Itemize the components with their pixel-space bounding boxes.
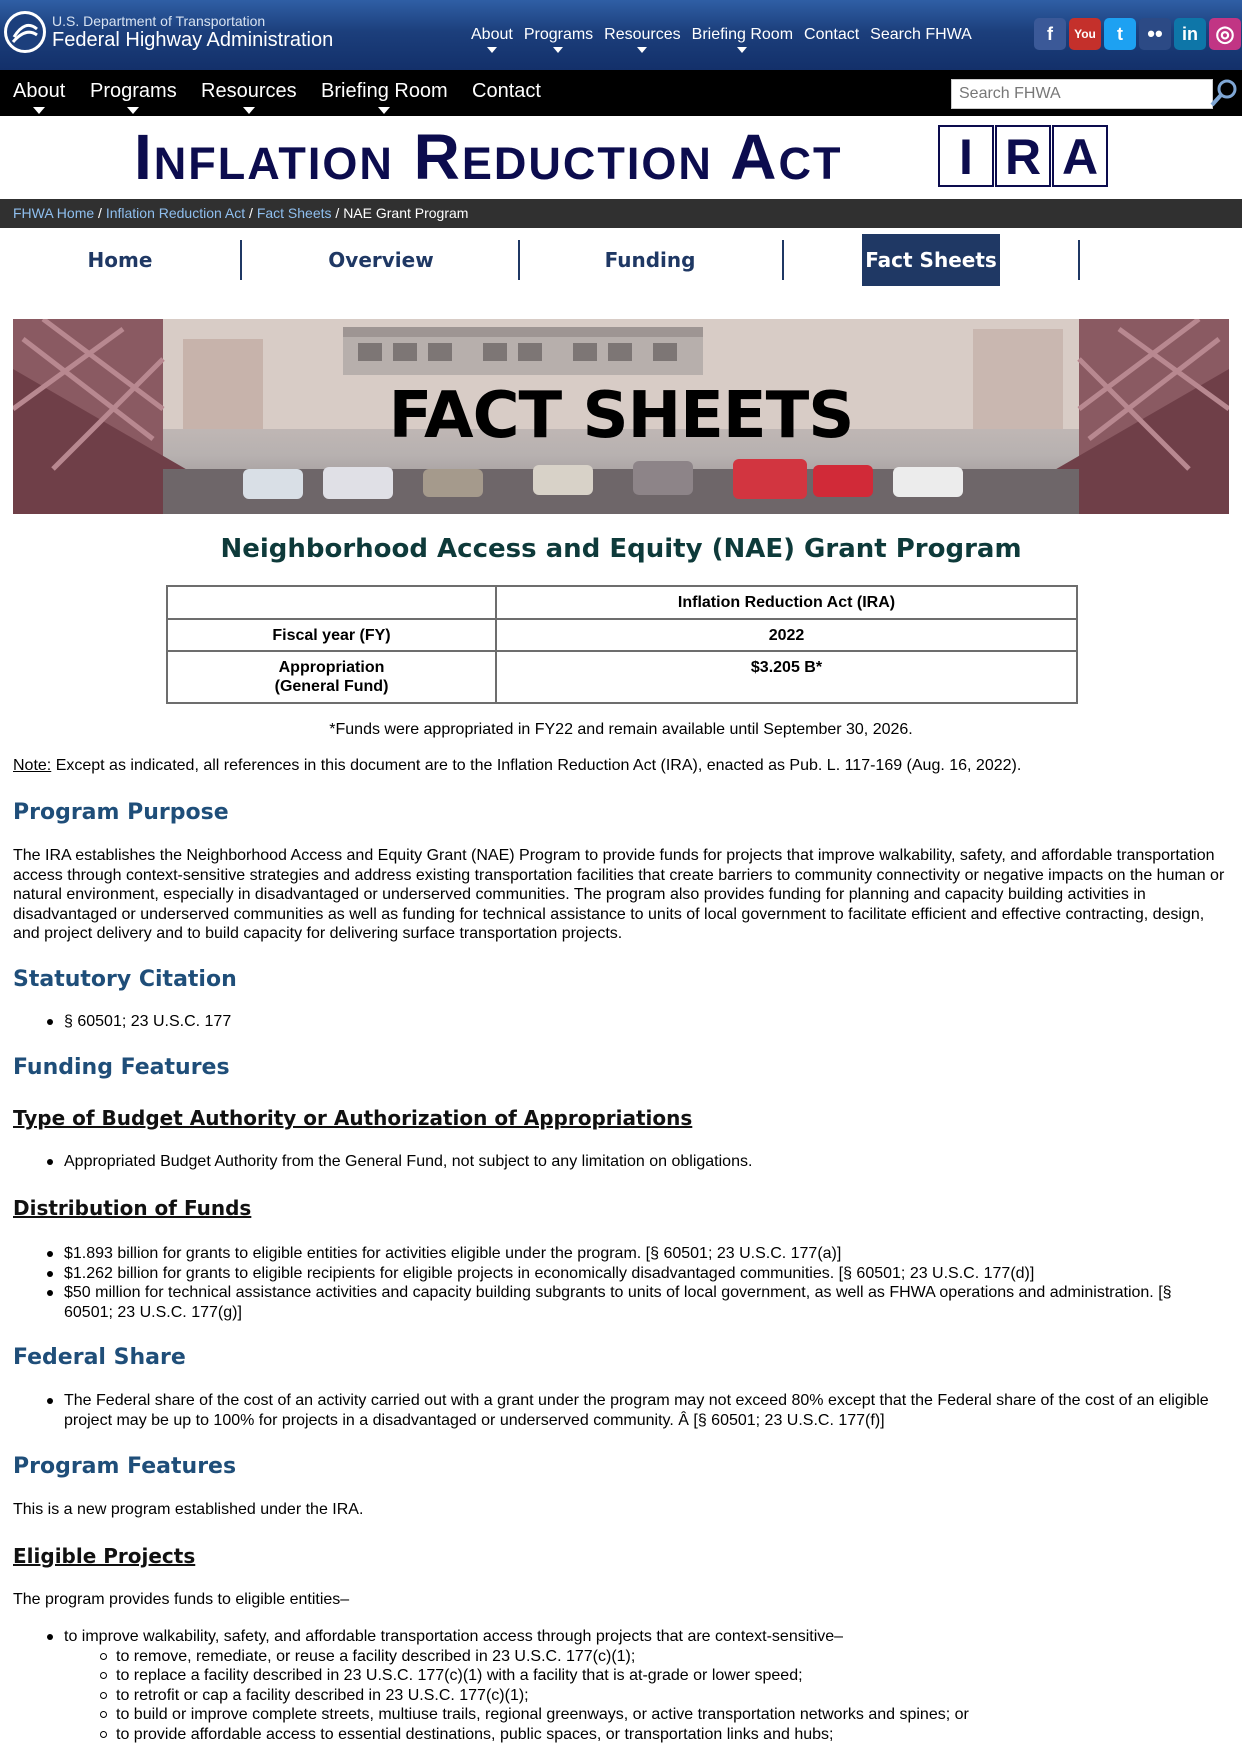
- funding-table: [166, 585, 1078, 704]
- sub-list-item: to provide affordable access to essential destinations, public spaces, or transportation links and hubs;: [116, 1725, 1224, 1745]
- dot-logo-icon[interactable]: [4, 11, 46, 53]
- social-links: [1034, 18, 1242, 50]
- tab-divider: [1078, 240, 1080, 280]
- tab-fact-sheets[interactable]: Fact Sheets: [862, 234, 1000, 286]
- table-header-cell: Inflation Reduction Act (IRA): [496, 586, 1077, 619]
- main-nav: [0, 70, 1242, 116]
- sub-list-item: to replace a facility described in 23 U.S.C. 177(c)(1) with a facility that is at-grade or lower speed;: [116, 1666, 1224, 1686]
- breadcrumb-link-fhwa-home[interactable]: FHWA Home: [13, 205, 95, 221]
- ira-logo-letter: R: [995, 125, 1051, 187]
- table-header-cell: [167, 586, 496, 619]
- eligible-sublist: [116, 1647, 1224, 1745]
- table-row: [167, 619, 1077, 651]
- section-heading-statutory-citation: Statutory Citation: [13, 967, 237, 992]
- list-item: Appropriated Budget Authority from the General Fund, not subject to any limitation on obligations.: [64, 1152, 1224, 1172]
- main-nav-programs[interactable]: Programs: [90, 80, 177, 103]
- eligible-list: [64, 1627, 1224, 1744]
- section-heading-program-features: Program Features: [13, 1454, 237, 1479]
- banner-nav-contact[interactable]: Contact: [804, 26, 860, 43]
- tab-divider: [240, 240, 242, 280]
- main-nav-contact[interactable]: Contact: [472, 80, 541, 102]
- program-features-text: This is a new program established under the IRA.: [13, 1501, 364, 1518]
- banner-nav: [471, 26, 983, 44]
- sub-list-item: to build or improve complete streets, multiuse trails, regional greenways, or active transportation networks and spines; or: [116, 1705, 1224, 1725]
- list-item: $1.262 billion for grants to eligible recipients for eligible projects in economically disadvantaged communities. [§ 60501; 23 U.S.C. 177(d)]: [64, 1264, 1224, 1284]
- facebook-icon[interactable]: f: [1034, 18, 1066, 50]
- chevron-down-icon: [637, 47, 647, 53]
- program-title: Neighborhood Access and Equity (NAE) Grant Program: [220, 534, 1022, 564]
- banner-nav-programs[interactable]: Programs: [524, 26, 593, 44]
- table-cell: Fiscal year (FY): [167, 619, 496, 651]
- breadcrumb: [0, 199, 1242, 228]
- list-item: § 60501; 23 U.S.C. 177: [64, 1012, 1224, 1032]
- subheading-distribution-of-funds: Distribution of Funds: [13, 1196, 252, 1220]
- subheading-eligible-projects: Eligible Projects: [13, 1544, 196, 1568]
- search-icon[interactable]: [1209, 77, 1239, 109]
- banner-nav-briefing-room[interactable]: Briefing Room: [692, 26, 793, 44]
- tab-overview[interactable]: Overview: [328, 248, 434, 272]
- chevron-down-icon: [127, 107, 139, 114]
- eligible-item-text: to improve walkability, safety, and affordable transportation access through projects that are context-sensitive–: [64, 1628, 844, 1645]
- table-row: [167, 651, 1077, 703]
- list-item: $1.893 billion for grants to eligible entities for activities eligible under the program. [§ 60501; 23 U.S.C. 177(a)]: [64, 1244, 1224, 1264]
- main-nav-about[interactable]: About: [13, 80, 65, 103]
- breadcrumb-separator: /: [98, 205, 102, 221]
- ira-logo-letter: I: [938, 125, 994, 187]
- breadcrumb-current: NAE Grant Program: [343, 205, 469, 221]
- hero-title: FACT SHEETS: [388, 379, 854, 453]
- flickr-icon[interactable]: ••: [1139, 18, 1171, 50]
- table-cell: $3.205 B*: [496, 651, 1077, 703]
- hero-banner: [13, 319, 1229, 514]
- table-header-row: [167, 586, 1077, 619]
- instagram-icon[interactable]: ◎: [1209, 18, 1241, 50]
- breadcrumb-link-fact-sheets[interactable]: Fact Sheets: [256, 205, 332, 221]
- top-banner: [0, 0, 1242, 70]
- breadcrumb-separator: /: [249, 205, 253, 221]
- chevron-down-icon: [243, 107, 255, 114]
- tab-funding[interactable]: Funding: [604, 248, 696, 272]
- agency-parent-name[interactable]: U.S. Department of Transportation: [52, 13, 266, 29]
- ira-title: Inflation Reduction Act: [134, 121, 843, 193]
- funding-footnote: *Funds were appropriated in FY22 and remain available until September 30, 2026.: [329, 721, 913, 738]
- citation-list: [64, 1012, 1224, 1032]
- list-item: $50 million for technical assistance activities and capacity building subgrants to units of local government, as well as FHWA operations and administration. [§ 60501; 23 U.S.C. 177(g)]: [64, 1283, 1224, 1322]
- program-purpose-text: The IRA establishes the Neighborhood Access and Equity Grant (NAE) Program to provide funds for projects that improve walkability, safety, and affordable transportation access through context-sensitive strategies and address existing transportation facilities that create barriers to community connectivity or negative impacts on the human or natural environment, especially in disadvantaged or underserved communities. The program also provides funding for planning and capacity building activities in disadvantaged or underserved communities as well as funding for technical assistance to units of local government to facilitate efficient and effective contracting, design, and project delivery and to build capacity for delivering surface transportation projects.: [13, 847, 1225, 942]
- tab-divider: [518, 240, 520, 280]
- distribution-list: [64, 1244, 1224, 1322]
- table-cell: Appropriation (General Fund): [167, 651, 496, 703]
- banner-nav-search[interactable]: Search FHWA: [870, 26, 972, 43]
- youtube-icon[interactable]: You: [1069, 18, 1101, 50]
- chevron-down-icon: [487, 47, 497, 53]
- ira-logo-letter: A: [1052, 125, 1108, 187]
- chevron-down-icon: [33, 107, 45, 114]
- twitter-icon[interactable]: t: [1104, 18, 1136, 50]
- chevron-down-icon: [737, 47, 747, 53]
- eligible-intro-text: The program provides funds to eligible entities–: [13, 1591, 350, 1608]
- tab-home[interactable]: Home: [87, 248, 153, 272]
- search-input[interactable]: [951, 79, 1213, 109]
- note: [13, 757, 1021, 775]
- section-heading-funding-features: Funding Features: [13, 1055, 230, 1080]
- breadcrumb-separator: /: [335, 205, 340, 221]
- sub-list-item: to remove, remediate, or reuse a facility described in 23 U.S.C. 177(c)(1);: [116, 1647, 1224, 1667]
- banner-nav-resources[interactable]: Resources: [604, 26, 680, 44]
- section-heading-program-purpose: Program Purpose: [13, 800, 229, 825]
- agency-name[interactable]: Federal Highway Administration: [52, 29, 334, 51]
- banner-nav-about[interactable]: About: [471, 26, 513, 44]
- main-nav-briefing-room[interactable]: Briefing Room: [321, 80, 448, 103]
- list-item: The Federal share of the cost of an activity carried out with a grant under the program may not exceed 80% except that the Federal share of the cost of an eligible project may be up to 100% for projects in a disadvantaged or underserved community. Â [§ 60501; 23 U.S.C. 177(f)]: [64, 1391, 1224, 1430]
- ira-logo: [938, 125, 1109, 187]
- chevron-down-icon: [378, 107, 390, 114]
- chevron-down-icon: [553, 47, 563, 53]
- list-item: [64, 1627, 1224, 1744]
- linkedin-icon[interactable]: in: [1174, 18, 1206, 50]
- sub-list-item: to retrofit or cap a facility described in 23 U.S.C. 177(c)(1);: [116, 1686, 1224, 1706]
- breadcrumb-link-ira[interactable]: Inflation Reduction Act: [105, 205, 246, 221]
- section-heading-federal-share: Federal Share: [13, 1345, 186, 1370]
- note-text: Except as indicated, all references in this document are to the Inflation Reduction Act (IRA), enacted as Pub. L. 117-169 (Aug. 16, 2022).: [51, 757, 1022, 774]
- federal-share-list: [64, 1391, 1224, 1430]
- budget-list: [64, 1152, 1224, 1172]
- subheading-budget-authority: Type of Budget Authority or Authorization of Appropriations: [13, 1106, 693, 1130]
- main-nav-resources[interactable]: Resources: [201, 80, 297, 103]
- tab-divider: [782, 240, 784, 280]
- note-label: Note:: [13, 757, 52, 774]
- table-cell: 2022: [496, 619, 1077, 651]
